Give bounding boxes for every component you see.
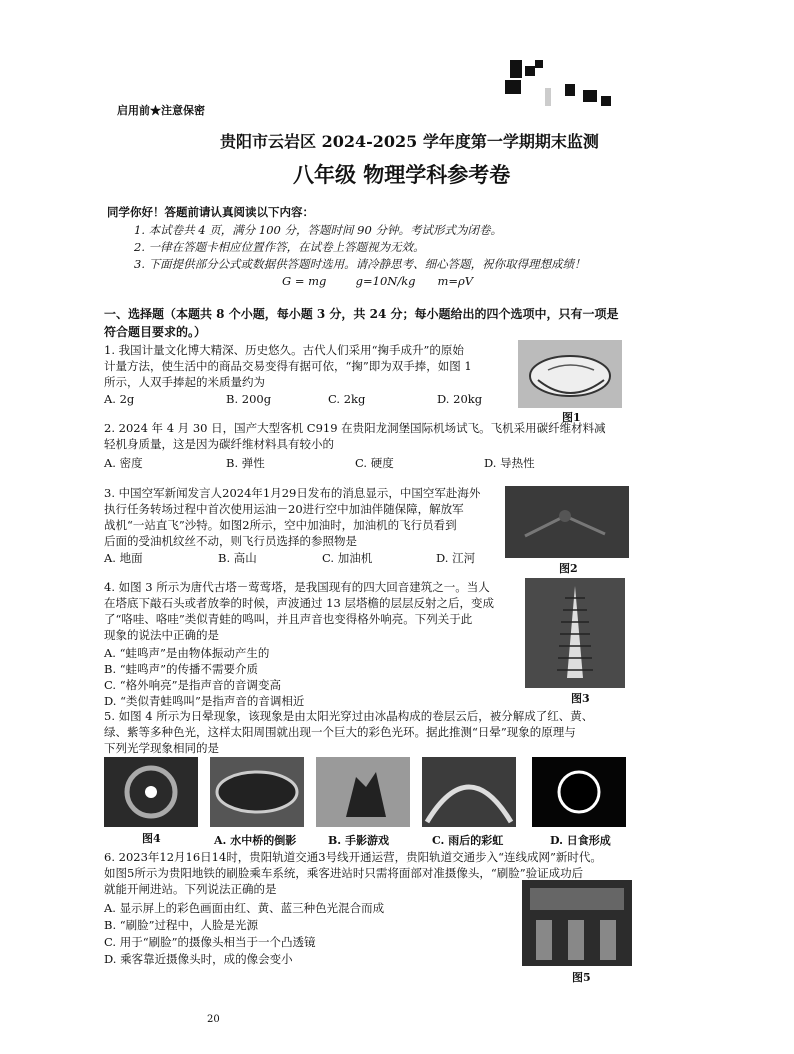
redaction-mark (505, 60, 615, 120)
option-a-bridge-image (210, 757, 304, 827)
instruction-item: 1. 本试卷共 4 页，满分 100 分，答题时间 90 分钟。考试形式为闭卷。 (134, 223, 502, 237)
figure-1-caption: 图1 (562, 411, 581, 424)
option-c: C. 硬度 (355, 456, 394, 470)
question-1-text: 1. 我国计量文化博大精深、历史悠久。古代人们采用“掬手成升”的原始 (104, 343, 464, 357)
option-a-caption: A. 水中桥的倒影 (214, 834, 297, 847)
option-d: D. “类似青蛙鸣叫”是指声音的音调相近 (104, 694, 305, 708)
question-5-text: 绿、紫等多种色光，这样太阳周围就出现一个巨大的彩色光环。据此推测“日晕”现象的原理与 (104, 725, 576, 739)
option-a: A. “蛙鸣声”是由物体振动产生的 (104, 646, 270, 660)
figure-1-hands-image (518, 340, 622, 408)
question-3-text: 执行任务转场过程中首次使用运油－20进行空中加油伴随保障，解放军 (104, 502, 464, 516)
figure-2-caption: 图2 (559, 562, 578, 575)
question-5-text: 5. 如图 4 所示为日晕现象，该现象是由太阳光穿过由冰晶构成的卷层云后，被分解成了红、黄、 (104, 709, 594, 723)
question-4-text: 了“咯哇、咯哇”类似青蛙的鸣叫，并且声音也变得格外响亮。下列关于此 (104, 612, 473, 626)
option-c: C. 用于“刷脸”的摄像头相当于一个凸透镜 (104, 935, 316, 949)
page-number: 20 (207, 1014, 220, 1025)
question-2-text: 2. 2024 年 4 月 30 日，国产大型客机 C919 在贵阳龙洞堡国际机场试飞。飞机采用碳纤维材料减 (104, 421, 606, 435)
section-heading-cont: 符合题目要求的。） (104, 325, 207, 339)
option-d-eclipse-image (532, 757, 626, 827)
option-b: B. “蛙鸣声”的传播不需要介质 (104, 662, 259, 676)
section-heading: 一、选择题（本题共 8 个小题，每小题 3 分，共 24 分；每小题给出的四个选项中，只有一项是 (104, 307, 619, 321)
option-b: B. 200g (226, 392, 272, 406)
paper-title: 八年级 物理学科参考卷 (293, 162, 511, 187)
exam-title: 贵阳市云岩区 2024-2025 学年度第一学期期末监测 (220, 132, 599, 151)
figure-3-pagoda-image (525, 578, 625, 688)
question-1-text: 所示，人双手捧起的米质量约为 (104, 375, 265, 389)
option-b: B. 弹性 (226, 456, 265, 470)
option-a: A. 2g (104, 392, 135, 406)
question-1-text: 计量方法，使生活中的商品交易变得有据可依，“掬”即为双手捧，如图 1 (104, 359, 472, 373)
figure-3-caption: 图3 (571, 692, 590, 705)
option-a: A. 密度 (104, 456, 143, 470)
question-2-text: 轻机身质量，这是因为碳纤维材料具有较小的 (104, 437, 334, 451)
instruction-item: 2. 一律在答题卡相应位置作答，在试卷上答题视为无效。 (134, 240, 425, 254)
figure-4-caption: 图4 (142, 832, 161, 845)
option-d: D. 20kg (437, 392, 483, 406)
question-6-text: 如图5所示为贵阳地铁的刷脸乘车系统，乘客进站时只需将面部对准摄像头，“刷脸”验证成功后 (104, 866, 584, 880)
question-6-text: 6. 2023年12月16日14时，贵阳轨道交通3号线开通运营，贵阳轨道交通步入“连线成网”新时代。 (104, 850, 602, 864)
formulas: G = mg g=10N/kg m=ρV (282, 274, 474, 288)
figure-2-refuel-image (505, 486, 629, 558)
option-d-caption: D. 日食形成 (550, 834, 611, 847)
question-3-text: 战机“一站直飞”沙特。如图2所示，空中加油时，加油机的飞行员看到 (104, 518, 457, 532)
option-d: D. 乘客靠近摄像头时，成的像会变小 (104, 952, 293, 966)
question-4-text: 4. 如图 3 所示为唐代古塔－莺莺塔，是我国现有的四大回音建筑之一。当人 (104, 580, 490, 594)
option-c: C. “格外响亮”是指声音的音调变高 (104, 678, 281, 692)
figure-5-subway-gate-image (522, 880, 632, 966)
option-d: D. 导热性 (484, 456, 535, 470)
option-b: B. “刷脸”过程中，人脸是光源 (104, 918, 259, 932)
instruction-item: 3. 下面提供部分公式或数据供答题时选用。请冷静思考、细心答题，祝你取得理想成绩！ (134, 257, 586, 271)
question-3-text: 后面的受油机纹丝不动，则飞行员选择的参照物是 (104, 534, 357, 548)
question-4-text: 现象的说法中正确的是 (104, 628, 219, 642)
option-c: C. 加油机 (322, 551, 373, 565)
option-b-caption: B. 手影游戏 (328, 834, 389, 847)
instructions-greeting: 同学你好！答题前请认真阅读以下内容： (107, 205, 314, 219)
figure-4-halo-image (104, 757, 198, 827)
figure-5-caption: 图5 (572, 971, 591, 984)
option-c-caption: C. 雨后的彩虹 (432, 834, 504, 847)
option-d: D. 江河 (436, 551, 476, 565)
option-b: B. 高山 (218, 551, 257, 565)
question-4-text: 在塔底下敲石头或者放拳的时候，声波通过 13 层塔檐的层层反射之后，变成 (104, 596, 494, 610)
question-6-text: 就能开闸进站。下列说法正确的是 (104, 882, 277, 896)
option-b-shadow-image (316, 757, 410, 827)
option-a: A. 地面 (104, 551, 143, 565)
secret-label: 启用前★注意保密 (117, 104, 205, 117)
question-5-text: 下列光学现象相同的是 (104, 741, 219, 755)
option-c-rainbow-image (422, 757, 516, 827)
question-3-text: 3. 中国空军新闻发言人2024年1月29日发布的消息显示，中国空军赴海外 (104, 486, 481, 500)
option-a: A. 显示屏上的彩色画面由红、黄、蓝三种色光混合而成 (104, 901, 385, 915)
option-c: C. 2kg (328, 392, 366, 406)
